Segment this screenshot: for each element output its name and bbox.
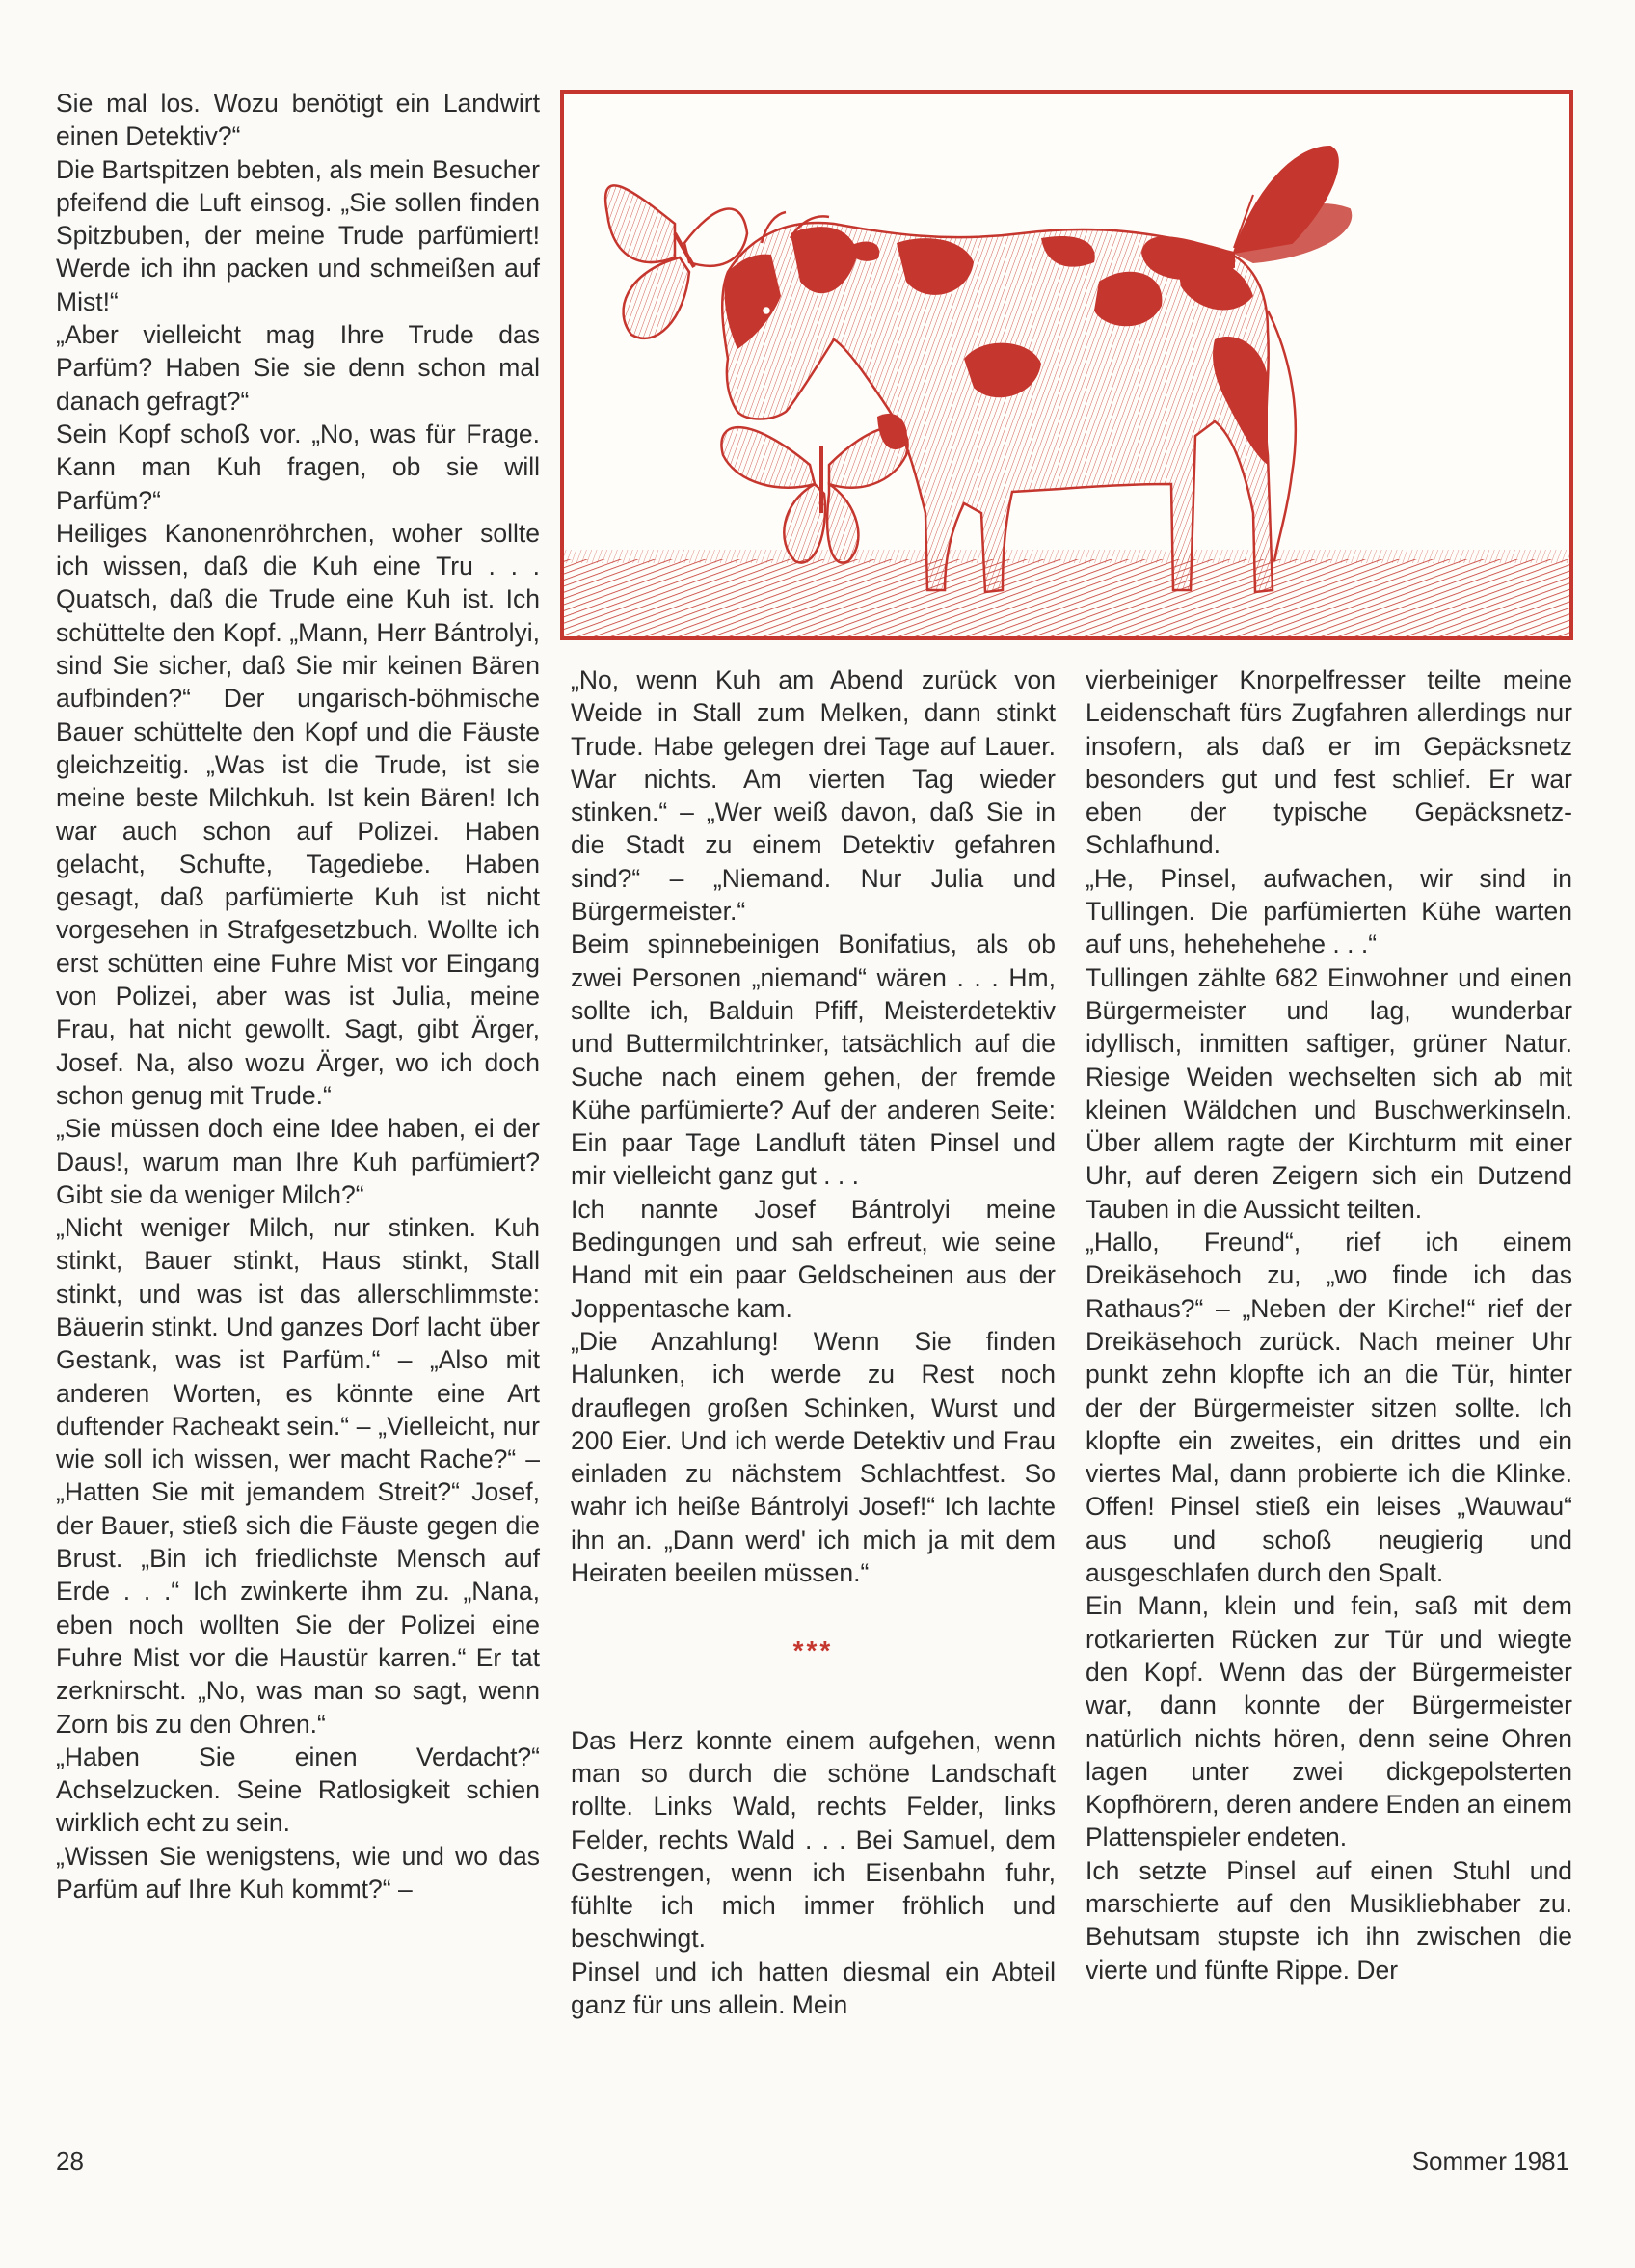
paragraph: „Nicht weniger Milch, nur stinken. Kuh stinkt, Bauer stinkt, Haus stinkt, Stall stinkt, und was ist das allerschlimmste: Bäuerin stinkt. Und ganzes Dorf lacht über Gestank, was ist Parfüm.“ – „Also mit anderen Worten, es könnte eine Art duftender Racheakt sein.“ – „Vielleicht, nur wie soll ich wissen, wer macht Rache?“ – „Hatten Sie mit jemandem Streit?“ Josef, der Bauer, stieß sich die Fäuste gegen die Brust. „Bin ich friedlichste Mensch auf Erde . . .“ Ich zwinkerte ihm zu. „Nana, eben noch wollten Sie der Polizei eine Fuhre Mist vor die Haustür karren.“ Er tat zerknirscht. „No, was man so sagt, wenn Zorn bis zu den Ohren.“ xyxy=(56,1213,540,1739)
text-column-1 xyxy=(56,87,540,1905)
text-column-3 xyxy=(1086,663,1572,1986)
paragraph: Ich setzte Pinsel auf einen Stuhl und marschierte auf den Musikliebhaber zu. Behutsam stupste ich ihn zwischen die vierte und fünfte Rippe. Der xyxy=(1086,1855,1572,1984)
paragraph: „He, Pinsel, aufwachen, wir sind in Tullingen. Die parfümierten Kühe warten auf uns, hehehehehe . . .“ xyxy=(1086,863,1572,959)
paragraph: vierbeiniger Knorpelfresser teilte meine Leidenschaft fürs Zugfahren allerdings nur insofern, als daß er im Gepäcksnetz besonders gut und fest schlief. Er war eben der typische Gepäcksnetz-Schlafhund. xyxy=(1086,665,1572,860)
paragraph: Ich nannte Josef Bántrolyi meine Bedingungen und sah erfreut, wie seine Hand mit ein paar Geldscheinen aus der Joppentasche kam. xyxy=(571,1194,1056,1323)
ground-hatching xyxy=(564,550,1569,636)
paragraph: „Die Anzahlung! Wenn Sie finden Halunken, ich werde zu Rest noch drauflegen großen Schinken, Wurst und 200 Eier. Und ich werde Detektiv und Frau einladen zu nächstem Schlachtfest. So wahr ich heiße Bántrolyi Josef!“ Ich lachte ihn an. „Dann werd' ich mich ja mit dem Heiraten beeilen müssen.“ xyxy=(571,1326,1056,1588)
cow-butterflies-illustration xyxy=(559,89,1575,642)
paragraph: Beim spinnebeinigen Bonifatius, als ob zwei Personen „niemand“ wären . . . Hm, sollte ich, Balduin Pfiff, Meisterdetektiv und Buttermilchtrinker, tatsächlich auf die Suche nach einem gehen, der fremde Kühe parfümierte? Auf der anderen Seite: Ein paar Tage Landluft täten Pinsel und mir vielleicht ganz gut . . . xyxy=(571,930,1056,1191)
text-column-2 xyxy=(571,663,1056,2021)
paragraph: „Wissen Sie wenigstens, wie und wo das Parfüm auf Ihre Kuh kommt?“ – xyxy=(56,1841,540,1904)
paragraph: Sie mal los. Wozu benötigt ein Landwirt einen Detektiv?“ xyxy=(56,89,540,151)
page-number: 28 xyxy=(56,2146,84,2175)
paragraph: „Aber vielleicht mag Ihre Trude das Parfüm? Haben Sie sie denn schon mal danach gefragt?“ xyxy=(56,320,540,416)
paragraph: Heiliges Kanonenröhrchen, woher sollte ich wissen, daß die Kuh eine Tru . . . Quatsch, daß die Trude eine Kuh ist. Ich schüttelte den Kopf. „Mann, Herr Bántrolyi, sind Sie sicher, daß Sie mir keinen Bären aufbinden?“ Der ungarisch-böhmische Bauer schüttelte den Kopf und die Fäuste gleichzeitig. „Was ist die Trude, ist sie meine beste Milchkuh. Ist kein Bären! Ich war auch schon auf Polizei. Haben gelacht, Schufte, Tagediebe. Haben gesagt, daß parfümierte Kuh ist nicht vorgesehen in Strafgesetzbuch. Wollte ich erst schütten eine Fuhre Mist vor Eingang von Polizei, aber was ist Julia, meine Frau, hat nicht gewollt. Sagt, gibt Ärger, Josef. Na, also wozu Ärger, wo ich doch schon genug mit Trude.“ xyxy=(56,518,540,1110)
paragraph: Sein Kopf schoß vor. „No, was für Frage. Kann man Kuh fragen, ob sie will Parfüm?“ xyxy=(56,418,540,515)
paragraph: „Haben Sie einen Verdacht?“ Achselzucken. Seine Ratlosigkeit schien wirklich echt zu sein. xyxy=(56,1742,540,1838)
paragraph: „Hallo, Freund“, rief ich einem Dreikäsehoch zu, „wo finde ich das Rathaus?“ – „Neben der Kirche!“ rief der Dreikäsehoch zurück. Nach meiner Uhr punkt zehn klopfte ich an die Tür, hinter der der Bürgermeister sitzen sollte. Ich klopfte ein zweites, ein drittes und ein viertes Mal, dann probierte ich die Klinke. Offen! Pinsel stieß ein leises „Wauwau“ aus und schoß neugierig und ausgeschlafen durch den Spalt. xyxy=(1086,1228,1572,1588)
paragraph: Die Bartspitzen bebten, als mein Besucher pfeifend die Luft einsog. „Sie sollen finden Spitzbuben, der meine Trude parfümiert! Werde ich ihn packen und schmeißen auf Mist!“ xyxy=(56,154,540,316)
paragraph: Das Herz konnte einem aufgehen, wenn man so durch die schöne Landschaft rollte. Links Wald, rechts Felder, links Felder, rechts Wald . . . Bei Samuel, dem Gestrengen, wenn ich Eisenbahn fuhr, fühlte ich mich immer fröhlich und beschwingt. xyxy=(571,1725,1056,1954)
paragraph: Pinsel und ich hatten diesmal ein Abteil ganz für uns allein. Mein xyxy=(571,1957,1056,2019)
section-separator: *** xyxy=(792,1635,834,1666)
paragraph: „Sie müssen doch eine Idee haben, ei der Daus!, warum man Ihre Kuh parfümiert? Gibt sie da weniger Milch?“ xyxy=(56,1114,540,1209)
paragraph: „No, wenn Kuh am Abend zurück von Weide in Stall zum Melken, dann stinkt Trude. Habe gelegen drei Tage auf Lauer. War nichts. Am vierten Tag wieder stinken.“ – „Wer weiß davon, daß Sie in die Stadt zu einem Detektiv gefahren sind?“ – „Niemand. Nur Julia und Bürgermeister.“ xyxy=(571,665,1056,927)
paragraph: Tullingen zählte 682 Einwohner und einen Bürgermeister und lag, wunderbar idyllisch, inmitten saftiger, grüner Natur. Riesige Weiden wechselten sich ab mit kleinen Wäldchen und Buschwerkinseln. Über allem ragte der Kirchturm mit einer Uhr, auf deren Zeigern sich ein Dutzend Tauben in die Aussicht teilten. xyxy=(1086,962,1572,1224)
paragraph: Ein Mann, klein und fein, saß mit dem rotkarierten Rücken zur Tür und wiegte den Kopf. Wenn das der Bürgermeister war, dann konnte der Bürgermeister natürlich nichts hören, denn seine Ohren lagen unter zwei dickgepolsterten Kopfhörern, deren andere Enden an einem Plattenspieler endeten. xyxy=(1086,1591,1572,1852)
issue-label: Sommer 1981 xyxy=(1411,2146,1569,2175)
